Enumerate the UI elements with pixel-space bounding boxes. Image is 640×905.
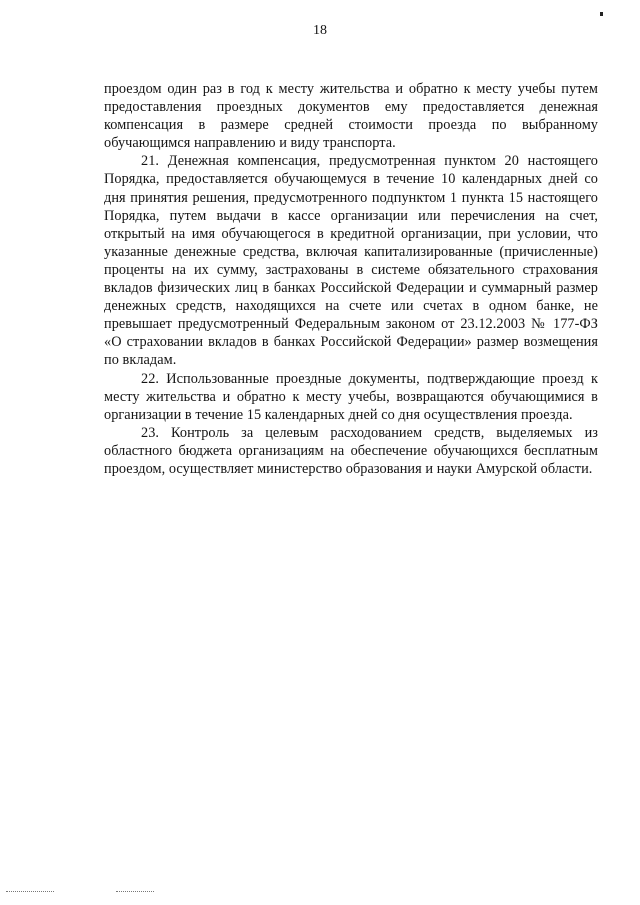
scan-speck (600, 12, 603, 16)
paragraph-continuation: проездом один раз в год к месту жительства и обратно к месту учебы путем предоставления проездных документов ему предоставляется денежная компенсация в размере средней стоимости проезда по выбранному обучающимся направлению и виду транспорта. (104, 81, 598, 152)
scan-edge-mark-center (116, 891, 154, 893)
paragraph-item-23: 23. Контроль за целевым расходованием средств, выделяемых из областного бюджета организациям на обеспечение обучающихся бесплатным проездом, осуществляет министерство образования и науки Амурской области. (104, 424, 598, 477)
paragraph-item-22: 22. Использованные проездные документы, подтверждающие проезд к месту жительства и обратно к месту учебы, возвращаются обучающимися в организации в течение 15 календарных дней со дня осуществления проезда. (104, 370, 598, 423)
paragraph-item-21: 21. Денежная компенсация, предусмотренная пунктом 20 настоящего Порядка, предоставляется обучающемуся в течение 10 календарных дней со дня принятия решения, предусмотренного подпунктом 1 пункта 15 настоящего Порядка, путем выдачи в кассе организации или перечисления на счет, открытый на имя обучающегося в кредитной организации, при условии, что указанные денежные средства, включая капитализированные (причисленные) проценты на их сумму, застрахованы в системе обязательного страхования вкладов физических лиц в банках Российской Федерации и суммарный размер денежных средств, находящихся на счете или счетах в одном банке, не превышает предусмотренный Федеральным законом от 23.12.2003 № 177-ФЗ «О страховании вкладов в банках Российской Федерации» размер возмещения по вкладам. (104, 153, 598, 369)
scan-edge-mark-left (6, 891, 54, 893)
page-number: 18 (313, 23, 327, 38)
document-body (104, 80, 598, 478)
